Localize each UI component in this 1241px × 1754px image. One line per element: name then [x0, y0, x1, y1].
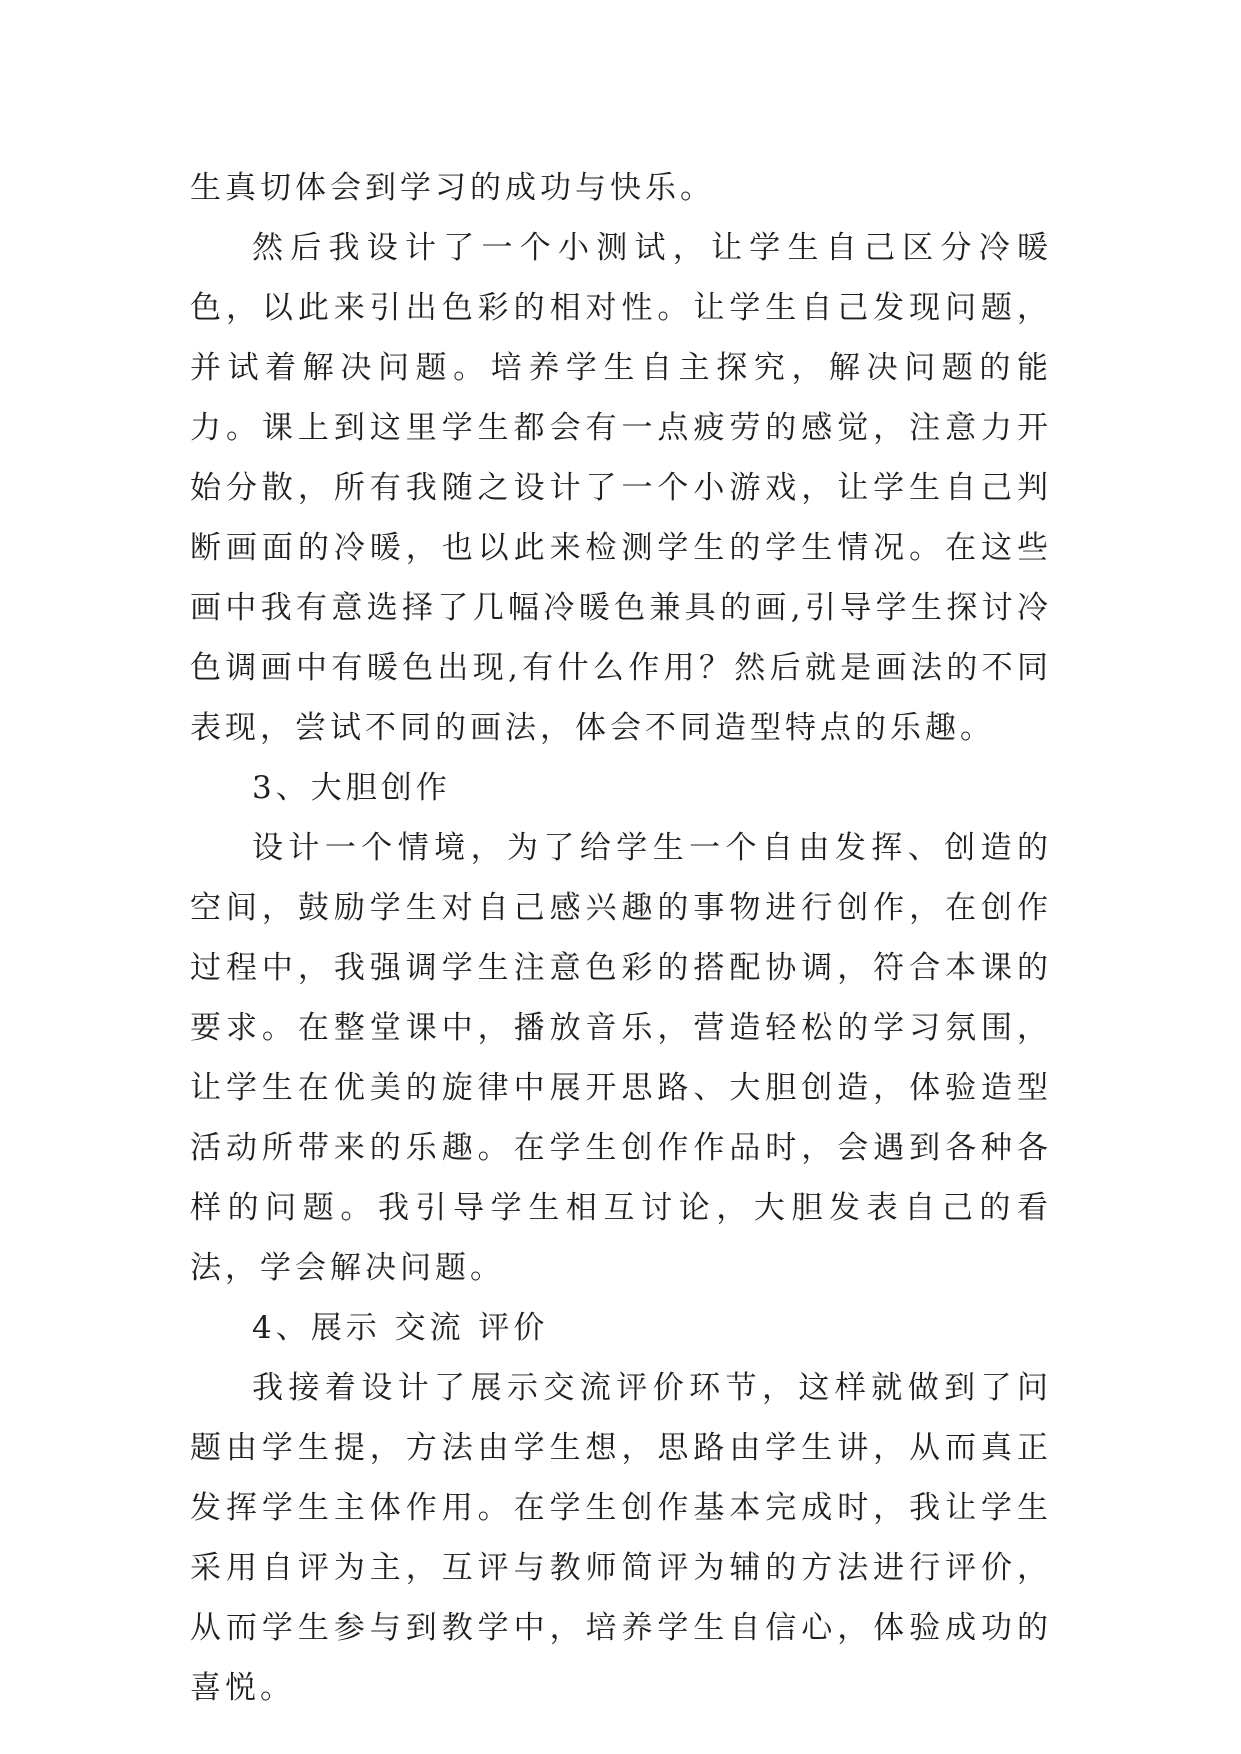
section-heading-bold-creation: 3、大胆创作 [252, 770, 451, 806]
paragraph-evaluation: 我接着设计了展示交流评价环节，这样就做到了问题由学生提，方法由学生想，思路由学生讲，从而真正发挥学生主体作用。在学生创作基本完成时，我让学生采用自评为主，互评与教师简评为辅的方法进行评价，从而学生参与到教学中，培养学生自信心，体验成功的喜悦。 [190, 1370, 1052, 1706]
continuation-paragraph: 生真切体会到学习的成功与快乐。 [190, 170, 715, 206]
document-body [190, 158, 1052, 1718]
section-heading-display-exchange-evaluation: 4、展示 交流 评价 [252, 1310, 549, 1346]
paragraph-test-and-game: 然后我设计了一个小测试，让学生自己区分冷暖色，以此来引出色彩的相对性。让学生自己发现问题，并试着解决问题。培养学生自主探究，解决问题的能力。课上到这里学生都会有一点疲劳的感觉，注意力开始分散，所有我随之设计了一个小游戏，让学生自己判断画面的冷暖，也以此来检测学生的学生情况。在这些画中我有意选择了几幅冷暖色兼具的画,引导学生探讨冷色调画中有暖色出现,有什么作用？然后就是画法的不同表现，尝试不同的画法，体会不同造型特点的乐趣。 [190, 230, 1052, 746]
paragraph-creation: 设计一个情境，为了给学生一个自由发挥、创造的空间，鼓励学生对自己感兴趣的事物进行创作，在创作过程中，我强调学生注意色彩的搭配协调，符合本课的要求。在整堂课中，播放音乐，营造轻松的学习氛围，让学生在优美的旋律中展开思路、大胆创造，体验造型活动所带来的乐趣。在学生创作作品时，会遇到各种各样的问题。我引导学生相互讨论，大胆发表自己的看法，学会解决问题。 [190, 830, 1052, 1286]
